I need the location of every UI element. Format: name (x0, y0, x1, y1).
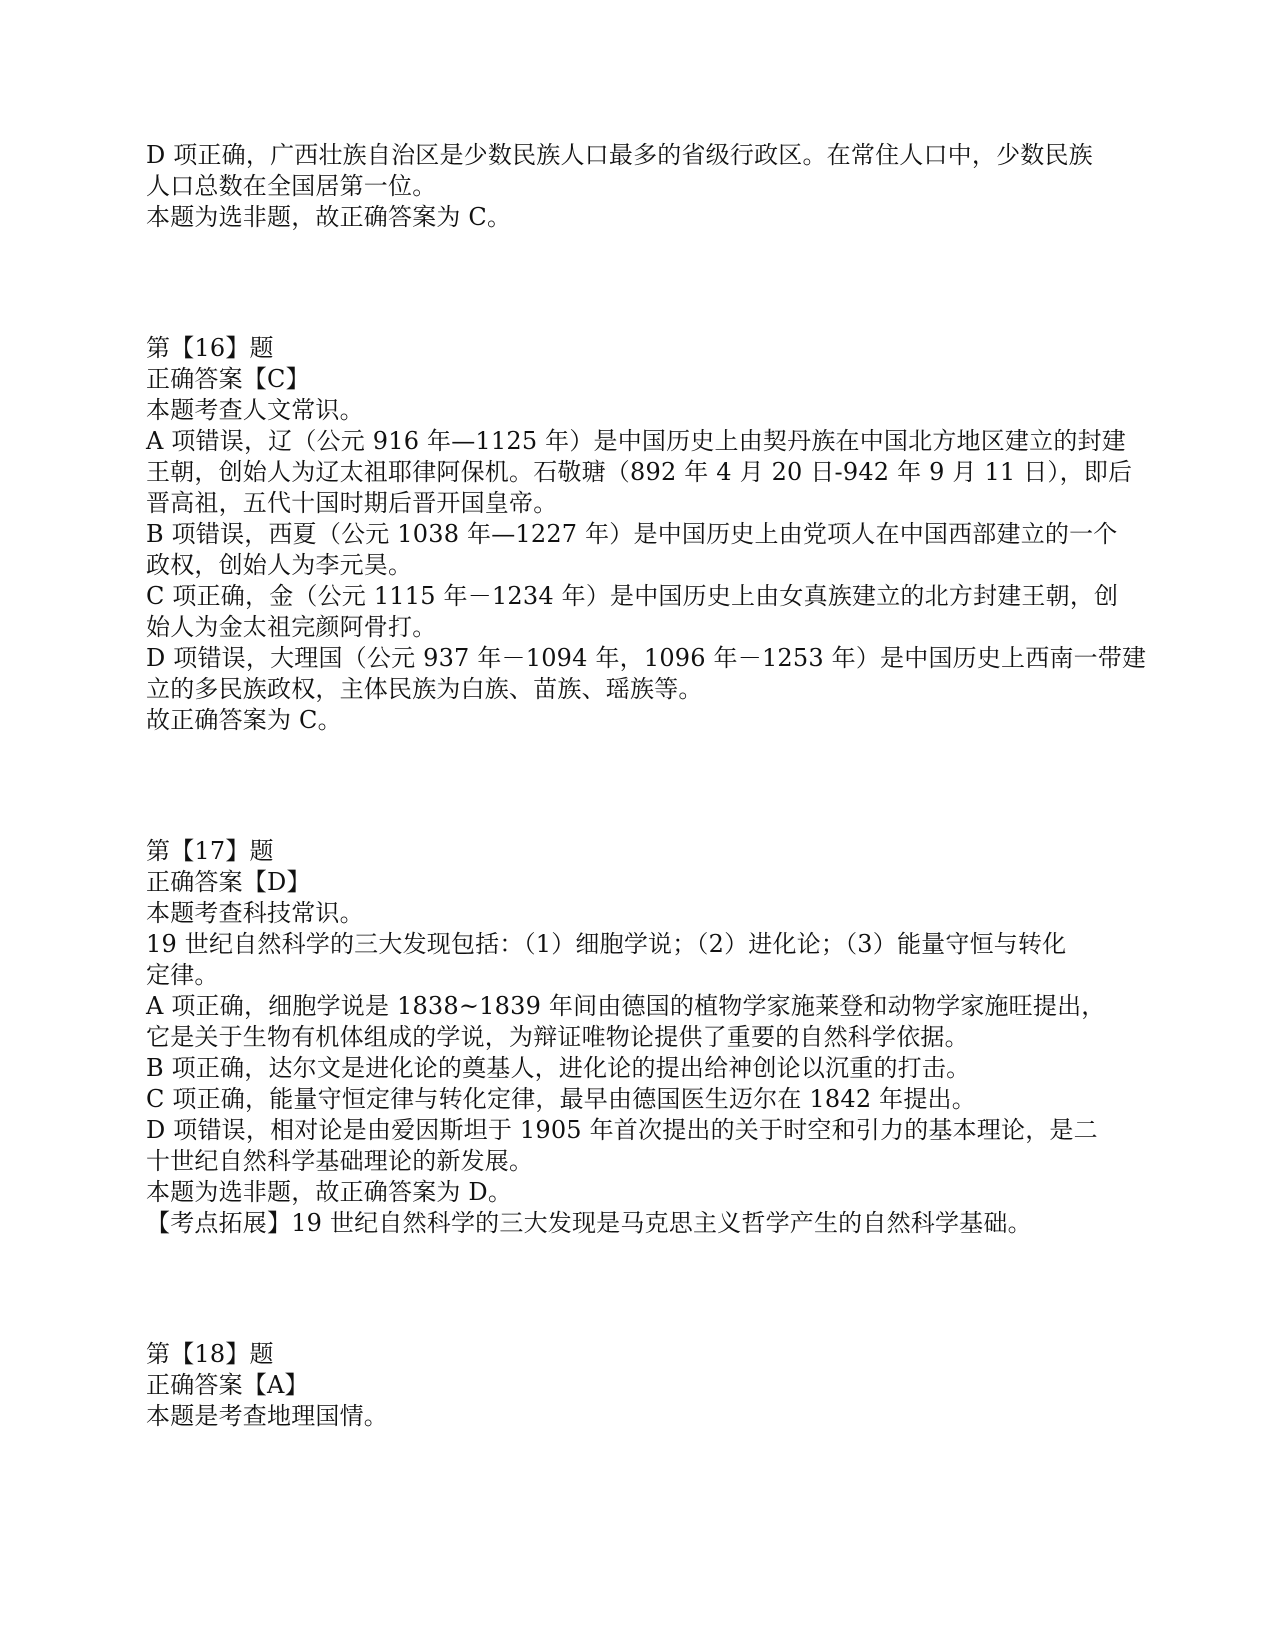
text-line: 人口总数在全国居第一位。 (146, 172, 437, 200)
text-line: 它是关于生物有机体组成的学说，为辩证唯物论提供了重要的自然科学依据。 (146, 1023, 969, 1051)
text-line: D 项错误，大理国（公元 937 年－1094 年，1096 年－1253 年）是中国历史上西南一带建 (146, 644, 1147, 672)
exam-point-extension: 【考点拓展】19 世纪自然科学的三大发现是马克思主义哲学产生的自然科学基础。 (146, 1209, 1032, 1237)
text-line: 定律。 (146, 961, 219, 989)
text-line: 晋高祖，五代十国时期后晋开国皇帝。 (146, 489, 558, 517)
text-line: A 项正确，细胞学说是 1838~1839 年间由德国的植物学家施莱登和动物学家施旺提出， (146, 992, 1106, 1020)
correct-answer: 正确答案【C】 (146, 365, 310, 393)
text-line: C 项正确，金（公元 1115 年－1234 年）是中国历史上由女真族建立的北方封建王朝，创 (146, 582, 1119, 610)
text-line: 政权，创始人为李元昊。 (146, 551, 413, 579)
correct-answer: 正确答案【D】 (146, 868, 311, 896)
document-page (146, 140, 1147, 1432)
text-line: 王朝，创始人为辽太祖耶律阿保机。石敬瑭（892 年 4 月 20 日-942 年 9 月 11 日），即后 (146, 458, 1133, 486)
text-line: B 项错误，西夏（公元 1038 年—1227 年）是中国历史上由党项人在中国西部建立的一个 (146, 520, 1118, 548)
text-line: D 项正确，广西壮族自治区是少数民族人口最多的省级行政区。在常住人口中，少数民族 (146, 141, 1093, 169)
question-title: 第【17】题 (146, 837, 274, 865)
text-line: 19 世纪自然科学的三大发现包括：（1）细胞学说；（2）进化论；（3）能量守恒与转化 (146, 930, 1067, 958)
spacer (146, 233, 1106, 333)
text-line: 始人为金太祖完颜阿骨打。 (146, 613, 437, 641)
question-16 (146, 333, 1147, 736)
question-17 (146, 836, 1106, 1239)
text-line: 本题是考查地理国情。 (146, 1402, 388, 1430)
text-line: C 项正确，能量守恒定律与转化定律，最早由德国医生迈尔在 1842 年提出。 (146, 1085, 976, 1113)
text-line: A 项错误，辽（公元 916 年—1125 年）是中国历史上由契丹族在中国北方地区建立的封建 (146, 427, 1126, 455)
text-line: 本题为选非题，故正确答案为 C。 (146, 203, 512, 231)
text-line: 本题考查科技常识。 (146, 899, 364, 927)
correct-answer: 正确答案【A】 (146, 1371, 309, 1399)
text-line: 故正确答案为 C。 (146, 706, 342, 734)
question-title: 第【18】题 (146, 1340, 274, 1368)
text-line: 本题为选非题，故正确答案为 D。 (146, 1178, 513, 1206)
text-line: 本题考查人文常识。 (146, 396, 364, 424)
text-line: D 项错误，相对论是由爱因斯坦于 1905 年首次提出的关于时空和引力的基本理论，是二 (146, 1116, 1098, 1144)
text-line: B 项正确，达尔文是进化论的奠基人，进化论的提出给神创论以沉重的打击。 (146, 1054, 971, 1082)
question-18 (146, 1339, 1106, 1432)
question-title: 第【16】题 (146, 334, 274, 362)
intro-paragraph (146, 140, 1106, 233)
spacer (146, 1239, 1106, 1339)
text-line: 十世纪自然科学基础理论的新发展。 (146, 1147, 534, 1175)
text-line: 立的多民族政权，主体民族为白族、苗族、瑶族等。 (146, 675, 703, 703)
spacer (146, 736, 1106, 836)
